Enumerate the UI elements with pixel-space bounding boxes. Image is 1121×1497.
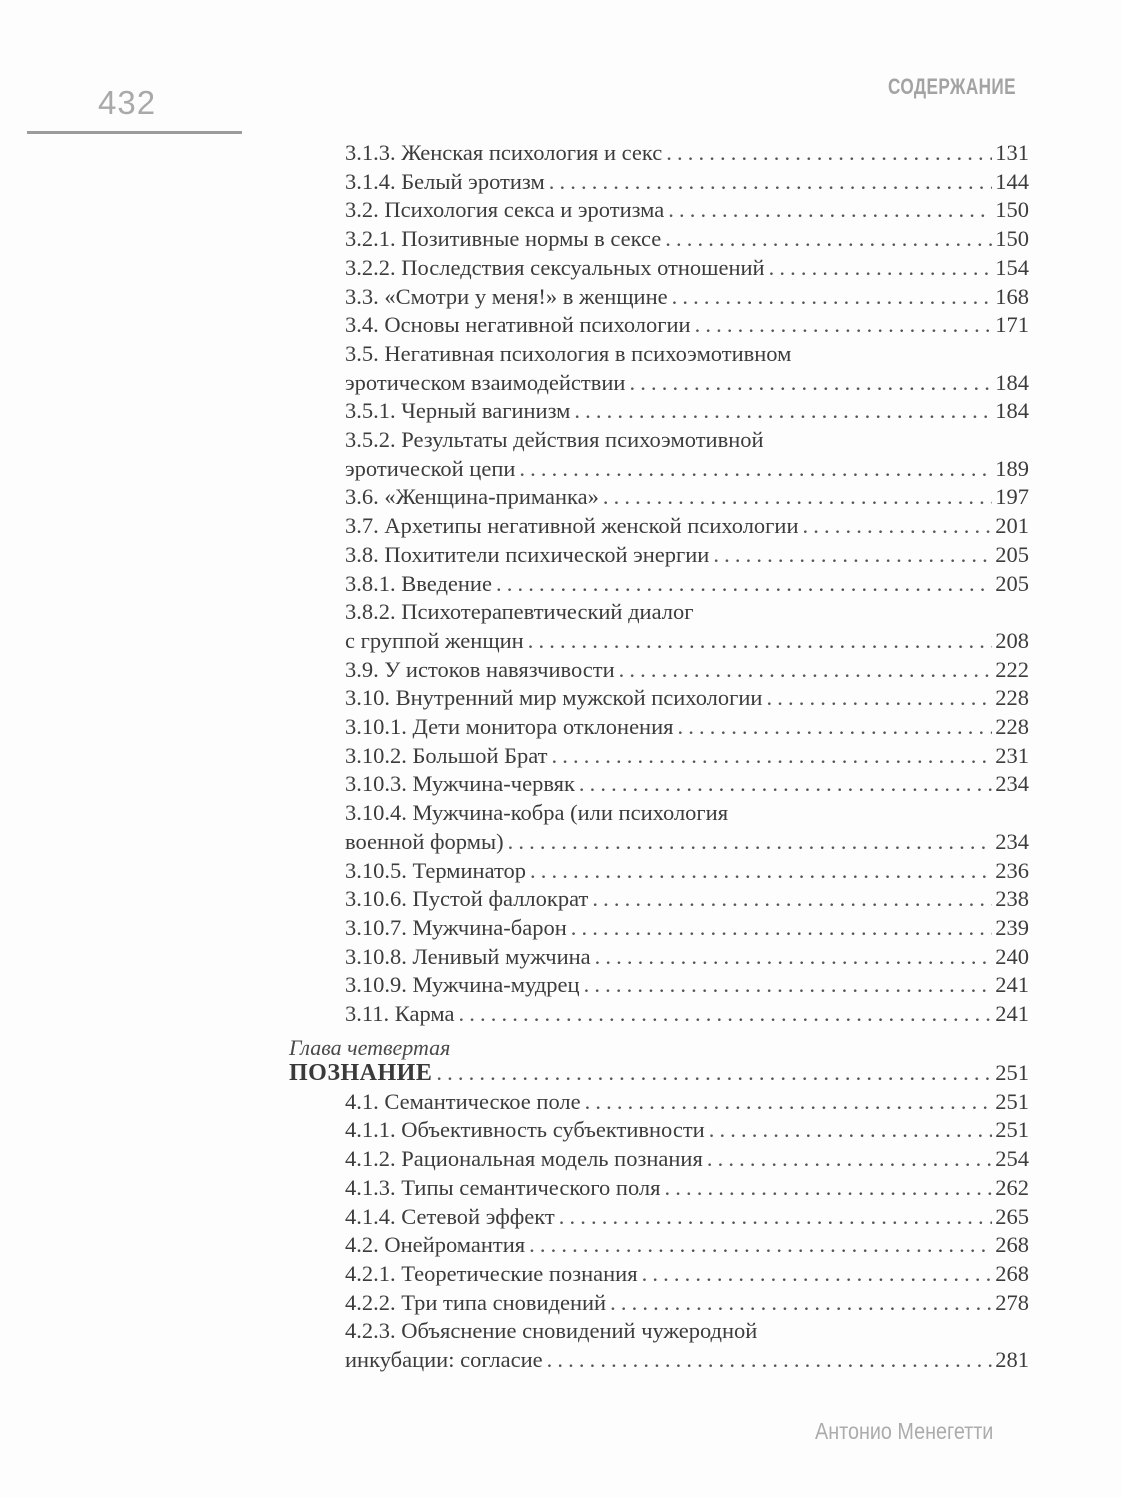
toc-entry-title: 3.4. Основы негативной психологии xyxy=(345,312,691,338)
toc-entry-title: 3.5. Негативная психология в психоэмотивном xyxy=(345,340,792,366)
toc-page-number: 197 xyxy=(995,484,1029,510)
toc-entry-title: 3.10.9. Мужчина-мудрец xyxy=(345,972,580,998)
dot-leader xyxy=(585,1088,993,1117)
toc-page-number: 239 xyxy=(995,914,1029,940)
dot-leader xyxy=(713,541,992,570)
toc-page-number: 262 xyxy=(995,1174,1029,1200)
toc-page-number: 184 xyxy=(995,398,1029,424)
toc-entry-title: 3.5.2. Результаты действия психоэмотивной xyxy=(345,427,764,452)
toc-entry[interactable] xyxy=(345,1231,1029,1260)
toc-page-number: 278 xyxy=(995,1289,1029,1315)
toc-entry[interactable] xyxy=(345,713,1029,742)
toc-entry[interactable] xyxy=(345,799,1029,856)
toc-entry-title: 4.2.3. Объяснение сновидений чужеродной xyxy=(345,1318,758,1344)
toc-entry-title: 3.10.3. Мужчина-червяк xyxy=(345,771,575,797)
toc-page-number: 265 xyxy=(995,1203,1029,1229)
toc-entry-title: 3.5.1. Черный вагинизм xyxy=(345,398,571,424)
toc-page-number: 189 xyxy=(995,455,1029,481)
toc-entry-title: 3.10.1. Дети монитора отклонения xyxy=(345,714,674,739)
toc-entry[interactable] xyxy=(345,168,1029,197)
dot-leader xyxy=(592,885,992,914)
toc-entry[interactable] xyxy=(345,598,1029,655)
toc-entry-title: эротическом взаимодействии xyxy=(345,369,626,395)
toc-entry-title: с группой женщин xyxy=(345,627,524,653)
toc-page-number: 131 xyxy=(995,140,1029,165)
toc-page-number: 241 xyxy=(995,1001,1029,1026)
dot-leader xyxy=(603,483,992,512)
toc-entry[interactable] xyxy=(345,943,1029,972)
toc-page-number: 251 xyxy=(995,1117,1029,1143)
toc-page-number: 251 xyxy=(995,1088,1029,1114)
toc-entry-title: 4.2.2. Три типа сновидений xyxy=(345,1289,607,1315)
toc-entry-title: 3.1.3. Женская психология и секс xyxy=(345,140,663,165)
toc-entry[interactable] xyxy=(345,397,1029,426)
dot-leader xyxy=(666,139,992,168)
toc-entry-title: 3.8. Похитители психической энергии xyxy=(345,541,710,567)
running-head: СОДЕРЖАНИЕ xyxy=(888,74,1016,99)
toc-page-number: 201 xyxy=(995,513,1029,539)
page-number: 432 xyxy=(98,84,157,121)
toc-entry[interactable] xyxy=(345,971,1029,1000)
dot-leader xyxy=(519,455,992,484)
dot-leader xyxy=(642,1260,993,1289)
toc-entry[interactable] xyxy=(345,254,1029,283)
toc-entry-title: 4.1.2. Рациональная модель познания xyxy=(345,1146,703,1172)
dot-leader xyxy=(579,770,992,799)
toc-entry-title: 3.9. У истоков навязчивости xyxy=(345,656,615,682)
chapter-title-text: ПОЗНАНИЕ xyxy=(289,1059,433,1086)
dot-leader xyxy=(574,397,992,426)
dot-leader xyxy=(529,1231,992,1260)
toc-page-number: 240 xyxy=(995,943,1029,969)
toc-entry[interactable] xyxy=(345,742,1029,771)
dot-leader xyxy=(619,656,993,685)
toc-entry[interactable] xyxy=(345,885,1029,914)
toc-entry-title: 3.10.2. Большой Брат xyxy=(345,742,548,768)
dot-leader xyxy=(508,828,993,857)
toc-page-number: 184 xyxy=(995,369,1029,395)
toc-entry-title: 3.7. Архетипы негативной женской психологии xyxy=(345,513,799,539)
toc-entry[interactable] xyxy=(345,512,1029,541)
toc-entry[interactable] xyxy=(345,426,1029,483)
dot-leader xyxy=(436,1058,992,1088)
toc-entry-title: эротической цепи xyxy=(345,455,516,481)
footer-author: Антонио Менегетти xyxy=(815,1418,994,1444)
toc-page-number: 268 xyxy=(995,1232,1029,1258)
toc-entry-title: 3.3. «Смотри у меня!» в женщине xyxy=(345,283,668,309)
toc-entry[interactable] xyxy=(345,570,1029,599)
toc-entry[interactable] xyxy=(345,1000,1029,1029)
dot-leader xyxy=(584,971,993,1000)
toc-entry[interactable] xyxy=(345,914,1029,943)
dot-leader xyxy=(458,1000,992,1029)
toc-entry-title: 3.8.1. Введение xyxy=(345,570,492,596)
dot-leader xyxy=(668,196,992,225)
toc-entry-title: 4.2. Онейромантия xyxy=(345,1232,526,1258)
toc-entry-title: 3.11. Карма xyxy=(345,1001,455,1026)
toc-page-number: 231 xyxy=(995,742,1029,768)
dot-leader xyxy=(665,1174,993,1203)
toc-page-number: 205 xyxy=(995,541,1029,567)
toc-entry-title: 3.10.7. Мужчина-барон xyxy=(345,914,567,940)
toc-page-number: 254 xyxy=(995,1146,1029,1172)
toc-entry-title: 3.6. «Женщина-приманка» xyxy=(345,484,599,510)
toc-entry[interactable] xyxy=(345,1317,1029,1374)
dot-leader xyxy=(571,914,993,943)
toc-entry[interactable] xyxy=(345,311,1029,340)
toc-entry-title: 4.2.1. Теоретические познания xyxy=(345,1260,638,1286)
toc-entry-title: 3.10.4. Мужчина-кобра (или психология xyxy=(345,800,729,826)
toc-entry[interactable] xyxy=(345,1260,1029,1289)
toc-page-number: 205 xyxy=(995,570,1029,596)
toc-entry[interactable] xyxy=(345,857,1029,886)
dot-leader xyxy=(677,713,992,742)
toc-entry[interactable] xyxy=(345,1203,1029,1232)
toc-entry-title: 4.1.1. Объективность субъективности xyxy=(345,1117,705,1143)
toc-entry-title: 3.2.2. Последствия сексуальных отношений xyxy=(345,254,765,280)
toc-page-number: 238 xyxy=(995,886,1029,912)
toc-entry[interactable] xyxy=(345,340,1029,397)
toc-entry[interactable] xyxy=(345,656,1029,685)
toc-entry[interactable] xyxy=(345,684,1029,713)
toc-entry-title: военной формы) xyxy=(345,828,504,854)
toc-entry[interactable] xyxy=(345,1174,1029,1203)
dot-leader xyxy=(595,943,993,972)
toc-page-number: 150 xyxy=(995,226,1029,252)
toc-entry-title: 3.2.1. Позитивные нормы в сексе xyxy=(345,226,662,252)
dot-leader xyxy=(547,1346,993,1375)
chapter-page-number: 251 xyxy=(995,1059,1029,1085)
chapter-label: Глава четвертая xyxy=(289,1034,451,1060)
toc-page-number: 228 xyxy=(995,714,1029,739)
toc-entry[interactable] xyxy=(345,225,1029,254)
toc-page-number: 144 xyxy=(995,168,1029,194)
toc-page-number: 241 xyxy=(995,972,1029,998)
dot-leader xyxy=(707,1145,992,1174)
toc-entry[interactable] xyxy=(345,1145,1029,1174)
toc-page-number: 234 xyxy=(995,828,1029,854)
dot-leader xyxy=(552,742,993,771)
dot-leader xyxy=(672,283,993,312)
toc-page-number: 281 xyxy=(995,1346,1029,1372)
toc-entry-title: 3.10.8. Ленивый мужчина xyxy=(345,943,591,969)
toc-entry[interactable] xyxy=(345,541,1029,570)
toc-entry-title: 3.10.6. Пустой фаллократ xyxy=(345,886,589,912)
dot-leader xyxy=(528,627,993,656)
toc-page-number: 222 xyxy=(995,656,1029,682)
toc-page-number: 168 xyxy=(995,283,1029,309)
dot-leader xyxy=(549,168,993,197)
toc-page-number: 154 xyxy=(995,254,1029,280)
toc-page-number: 234 xyxy=(995,771,1029,797)
chapter-title[interactable] xyxy=(289,1058,1029,1088)
toc-entry[interactable] xyxy=(345,483,1029,512)
toc-entry[interactable] xyxy=(345,1289,1029,1318)
toc-entry-title: 3.10. Внутренний мир мужской психологии xyxy=(345,685,763,711)
dot-leader xyxy=(766,684,992,713)
dot-leader xyxy=(709,1116,993,1145)
toc-page-number: 268 xyxy=(995,1260,1029,1286)
toc-entry[interactable] xyxy=(345,770,1029,799)
toc-entry[interactable] xyxy=(345,139,1029,168)
dot-leader xyxy=(496,570,992,599)
dot-leader xyxy=(769,254,993,283)
toc-entry[interactable] xyxy=(345,1088,1029,1117)
dot-leader xyxy=(665,225,992,254)
toc-page-number: 208 xyxy=(995,627,1029,653)
toc-entry-title: 3.8.2. Психотерапевтический диалог xyxy=(345,599,694,625)
toc-page-number: 171 xyxy=(995,312,1029,338)
dot-leader xyxy=(803,512,993,541)
toc-page-number: 228 xyxy=(995,685,1029,711)
dot-leader xyxy=(695,311,993,340)
toc-entry[interactable] xyxy=(345,196,1029,225)
toc-page-number: 150 xyxy=(995,197,1029,223)
dot-leader xyxy=(610,1289,992,1318)
toc-entry-title: 4.1.3. Типы семантического поля xyxy=(345,1174,661,1200)
toc-entry-title: инкубации: согласие xyxy=(345,1346,543,1372)
toc-entry-title: 4.1. Семантическое поле xyxy=(345,1088,581,1114)
page-number-rule xyxy=(27,131,242,134)
toc-page-number: 236 xyxy=(995,857,1029,883)
toc-entry[interactable] xyxy=(345,283,1029,312)
toc-entry-title: 3.1.4. Белый эротизм xyxy=(345,168,545,194)
toc-entry-title: 4.1.4. Сетевой эффект xyxy=(345,1203,555,1229)
toc-entry-title: 3.10.5. Терминатор xyxy=(345,857,527,883)
dot-leader xyxy=(559,1203,993,1232)
toc-entry[interactable] xyxy=(345,1116,1029,1145)
dot-leader xyxy=(629,369,992,398)
dot-leader xyxy=(530,857,992,886)
toc-entry-title: 3.2. Психология секса и эротизма xyxy=(345,197,665,223)
